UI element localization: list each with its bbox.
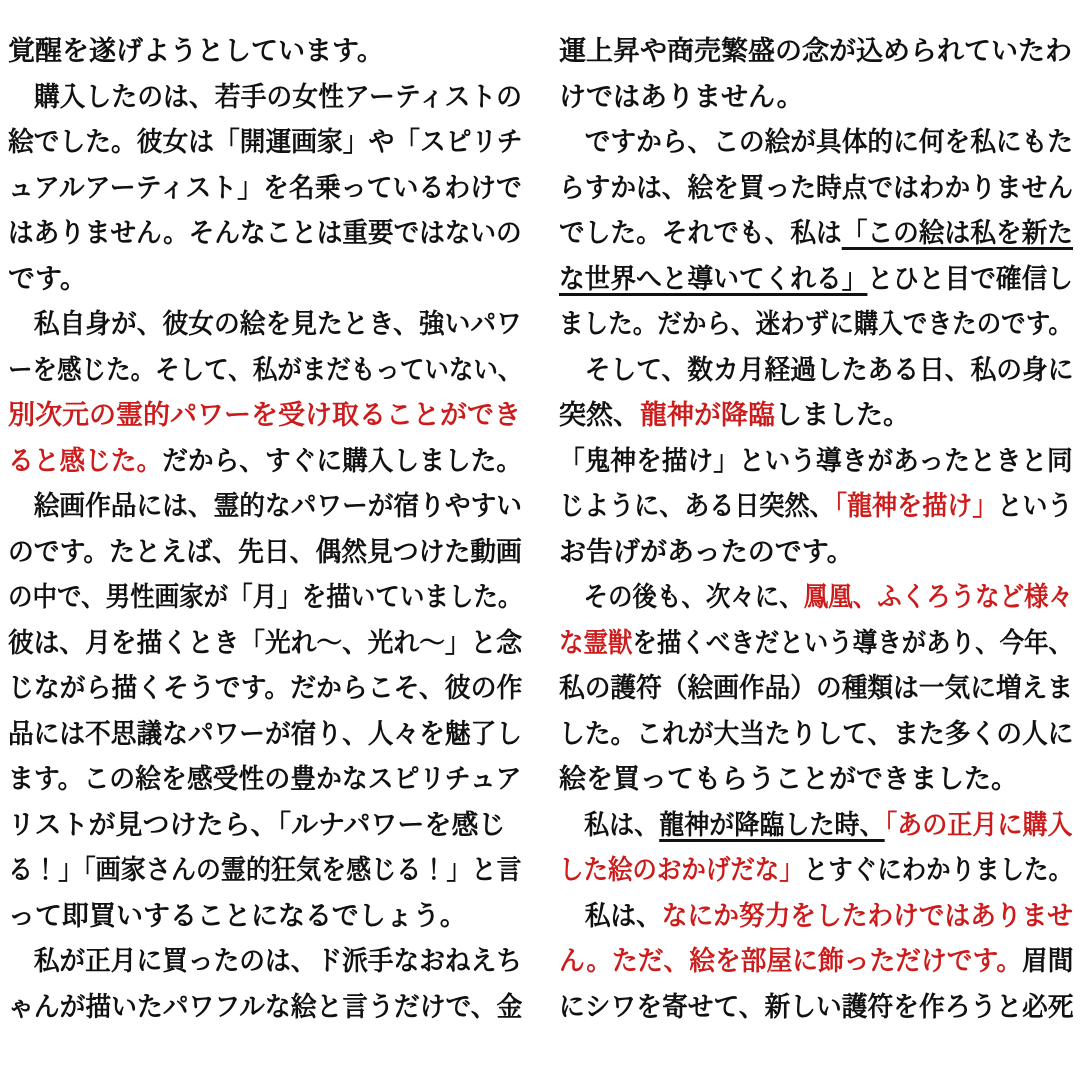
text-segment: 品には不思議なパワーが宿り、人々を魅了し — [8, 718, 522, 750]
text-segment: 「龍神を描け」 — [834, 491, 998, 522]
text-line-content — [559, 985, 1073, 1031]
text-segment: 「あの正月に購入 — [884, 809, 1073, 841]
text-segment: ます。この絵を感受性の豊かなスピリチュア — [8, 764, 522, 795]
text-line-content — [559, 257, 1073, 303]
text-segment: お告げがあったのです。 — [559, 536, 854, 568]
text-segment: 「この絵は私を新た — [841, 218, 1073, 249]
text-line — [8, 439, 522, 485]
text-line-content — [8, 894, 467, 940]
text-line — [559, 621, 1073, 667]
text-line-content — [8, 211, 522, 257]
text-line-content — [8, 757, 522, 803]
text-segment: リストが見つけたら、「ルナパワーを感じ — [8, 809, 506, 841]
text-line — [8, 120, 522, 166]
text-line — [559, 393, 1073, 439]
text-segment: という — [997, 491, 1073, 522]
text-segment: とひと目で確信し — [867, 263, 1073, 295]
text-line — [8, 75, 522, 121]
text-line-content — [8, 302, 522, 348]
text-line-content — [559, 939, 1073, 985]
text-line — [559, 666, 1073, 712]
text-segment: な霊獣 — [559, 627, 633, 659]
text-segment: 彼は、月を描くとき「光れ〜、光れ〜」と念 — [8, 627, 522, 659]
text-line — [559, 166, 1073, 212]
text-segment: 絵を買ってもらうことができました。 — [559, 764, 1018, 795]
text-segment: けではありません。 — [559, 81, 804, 113]
text-line-content — [559, 302, 1073, 348]
text-segment: ーを感じた。そして、私がまだもっていない、 — [8, 354, 523, 386]
text-line — [559, 939, 1073, 985]
text-segment: 眉間 — [1021, 946, 1074, 977]
text-segment: 私が正月に買ったのは、ド派手なおねえち — [8, 946, 522, 977]
text-line — [559, 257, 1073, 303]
text-segment: る！」「画家さんの霊的狂気を感じる！」と言 — [8, 855, 522, 886]
text-line-content — [8, 530, 522, 576]
text-line — [8, 166, 522, 212]
left-column — [8, 29, 522, 1080]
text-segment: 数カ月経過したある日、私の身に — [687, 354, 1074, 386]
text-line-content — [559, 29, 1072, 75]
text-segment: なにか努力をしたわけではありませ — [661, 900, 1073, 932]
text-segment: 龍神が降臨 — [640, 400, 775, 431]
text-line — [8, 393, 522, 439]
text-segment: です。 — [8, 263, 87, 295]
text-line-content — [559, 166, 1073, 212]
text-line — [559, 575, 1073, 621]
text-segment: ん。ただ、絵を部屋に飾っただけです。 — [559, 946, 1022, 977]
text-line — [559, 29, 1073, 75]
text-line — [559, 985, 1073, 1031]
text-line — [559, 530, 1073, 576]
text-line-content — [8, 484, 522, 530]
text-line-content — [559, 393, 910, 439]
text-segment: 絵画作品には、霊的なパワーが宿りやすい — [8, 491, 522, 522]
text-line-content — [559, 484, 1073, 530]
text-segment: その後も、次々に、 — [559, 582, 804, 613]
text-line — [8, 211, 522, 257]
text-line — [8, 575, 522, 621]
text-line-content — [559, 803, 1073, 849]
text-line-content — [559, 530, 854, 576]
text-line — [8, 666, 522, 712]
text-segment: 龍神が降臨した時、 — [659, 809, 885, 841]
text-segment: ュアルアーティスト」を名乗っているわけで — [8, 172, 522, 204]
text-line-content — [8, 575, 522, 621]
text-line — [8, 302, 522, 348]
text-line-content — [559, 757, 1018, 803]
text-line-content — [8, 439, 522, 485]
text-line-content — [559, 712, 1073, 758]
text-line — [8, 712, 522, 758]
text-line-content — [559, 666, 1073, 712]
text-line — [8, 939, 522, 985]
text-segment: の中で、男性画家が「月」を描いていました。 — [8, 582, 523, 613]
text-segment: 私は、 — [559, 900, 662, 932]
text-segment: 覚醒を遂げようとしています。 — [8, 36, 384, 67]
text-segment: 「鬼神を描け」という導きがあったときと同 — [559, 445, 1073, 477]
text-segment: 私自身が、彼女の絵を見たとき、強いパワ — [8, 309, 522, 340]
text-line-content — [559, 120, 1073, 166]
text-segment: 私の護符（絵画作品）の種類は一気に増えま — [559, 673, 1073, 704]
text-segment: 突然、 — [559, 400, 640, 431]
text-segment: じながら描くそうです。だからこそ、彼の作 — [8, 673, 523, 704]
text-line — [8, 621, 522, 667]
text-line — [559, 712, 1073, 758]
text-segment: はありません。そんなことは重要ではないの — [8, 218, 522, 249]
text-segment: そして、 — [559, 354, 688, 386]
text-line-content — [8, 803, 505, 849]
text-line-content — [559, 894, 1073, 940]
text-segment: にシワを寄せて、新しい護符を作ろうと必死 — [559, 991, 1074, 1023]
text-line — [559, 75, 1073, 121]
text-segment: 絵でした。彼女は「開運画家」や「スピリチ — [8, 127, 523, 158]
text-line-content — [8, 257, 87, 303]
text-segment: 購入したのは、若手の女性アーティストの — [8, 81, 523, 113]
text-line — [559, 484, 1073, 530]
text-line — [559, 120, 1073, 166]
text-segment: だから、すぐに購入しました。 — [162, 445, 522, 477]
text-segment: した絵のおかげだな」 — [559, 855, 804, 886]
text-segment: ゃんが描いたパワフルな絵と言うだけで、金 — [8, 991, 523, 1023]
text-line-content — [8, 75, 522, 121]
text-line — [559, 439, 1073, 485]
text-line — [8, 29, 522, 75]
text-line-content — [8, 393, 521, 439]
text-segment: じように、ある日突然、 — [559, 491, 835, 522]
text-segment: 別次元の霊的パワーを受け取ることができ — [8, 400, 521, 431]
right-column — [559, 29, 1073, 1080]
text-line — [559, 348, 1073, 394]
text-line — [8, 848, 522, 894]
text-line-content — [8, 712, 522, 758]
text-line — [8, 757, 522, 803]
text-segment: らすかは、絵を買った時点ではわかりません — [559, 172, 1073, 204]
text-segment: でした。それでも、私は — [559, 218, 842, 249]
text-line — [559, 757, 1073, 803]
text-line — [8, 985, 522, 1031]
text-line-content — [559, 211, 1073, 257]
text-line — [559, 211, 1073, 257]
text-segment: って即買いすることになるでしょう。 — [8, 900, 467, 932]
text-line-content — [559, 75, 804, 121]
text-line — [559, 803, 1073, 849]
text-line-content — [8, 166, 522, 212]
text-line — [8, 530, 522, 576]
text-line-content — [8, 621, 522, 667]
text-segment: した。これが大当たりして、また多くの人に — [559, 718, 1074, 750]
text-line-content — [559, 621, 1073, 667]
text-line — [8, 257, 522, 303]
text-segment: ですから、この絵が具体的に何を私にもた — [559, 127, 1073, 158]
text-line-content — [559, 348, 1073, 394]
text-line-content — [559, 575, 1073, 621]
text-segment: 鳳凰、ふくろうなど様々 — [803, 582, 1073, 613]
text-line — [559, 894, 1073, 940]
text-line — [8, 894, 522, 940]
text-line — [559, 848, 1073, 894]
text-segment: しました。 — [775, 400, 910, 431]
text-line-content — [8, 29, 384, 75]
text-line-content — [8, 939, 522, 985]
text-line — [8, 348, 522, 394]
text-segment: ると感じた。 — [8, 445, 163, 477]
text-segment: 運上昇や商売繁盛の念が込められていたわ — [559, 36, 1072, 67]
text-line — [559, 302, 1073, 348]
text-segment: ました。だから、迷わずに購入できたのです。 — [559, 309, 1073, 340]
text-line-content — [559, 439, 1073, 485]
text-segment: を描くべきだという導きがあり、今年、 — [632, 627, 1073, 659]
text-line-content — [559, 848, 1073, 894]
text-line-content — [8, 666, 522, 712]
text-line — [8, 484, 522, 530]
text-line-content — [8, 848, 522, 894]
text-line-content — [8, 120, 522, 166]
text-segment: な世界へと導いてくれる」 — [559, 263, 868, 295]
text-line-content — [8, 985, 522, 1031]
text-line-content — [8, 348, 522, 394]
text-segment: とすぐにわかりました。 — [803, 855, 1073, 886]
text-line — [8, 803, 522, 849]
text-segment: 私は、 — [559, 809, 660, 841]
text-segment: のです。たとえば、先日、偶然見つけた動画 — [8, 536, 522, 568]
